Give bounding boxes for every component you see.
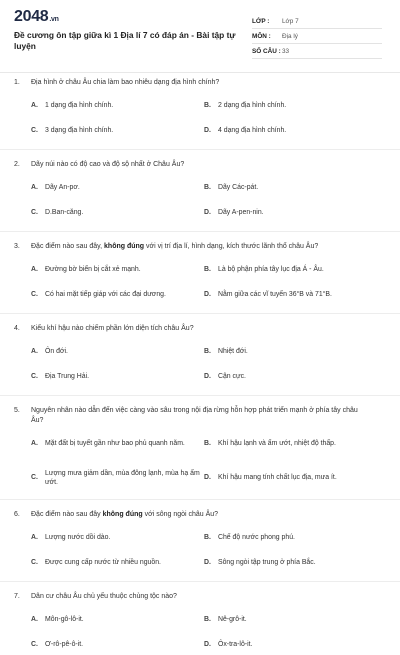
document-title: Đề cương ôn tập giữa kì 1 Địa lí 7 có đáp án - Bài tập tự luyện: [14, 30, 236, 51]
question-number: 4.: [14, 325, 20, 332]
meta-value: Địa lý: [282, 32, 298, 40]
meta-row-class: [252, 14, 382, 29]
answer-option-d[interactable]: [204, 638, 377, 651]
question-5: [0, 406, 400, 499]
question-text: [31, 78, 386, 88]
answer-grid: [31, 531, 386, 569]
option-letter: D.: [204, 208, 211, 216]
answer-option-b[interactable]: [204, 531, 377, 544]
question-separator: [0, 581, 400, 582]
question-4: [0, 324, 400, 395]
question-text-part: Địa hình ở châu Âu chia làm bao nhiêu dạng địa hình chính?: [31, 79, 220, 86]
question-text: [31, 242, 386, 252]
meta-row-count: [252, 44, 382, 59]
question-header: [14, 406, 386, 426]
answer-option-c[interactable]: [31, 370, 204, 383]
option-text: Ôn đới.: [45, 347, 68, 355]
option-letter: A.: [31, 101, 38, 109]
question-number: 6.: [14, 511, 20, 518]
option-text: 4 dạng địa hình chính.: [218, 126, 287, 134]
question-separator: [0, 231, 400, 232]
answer-option-d[interactable]: [204, 370, 377, 383]
question-number: 5.: [14, 407, 20, 414]
option-text: Lượng mưa giảm dần, mùa đông lạnh, mùa hạ ấm ướt.: [45, 469, 200, 486]
question-1: [0, 78, 400, 149]
option-text: Dãy An-pơ.: [45, 183, 80, 191]
option-letter: A.: [31, 533, 38, 541]
logo-text: 2048: [14, 8, 49, 25]
option-letter: D.: [204, 474, 211, 482]
question-separator: [0, 149, 400, 150]
question-2: [0, 160, 400, 231]
question-emphasis: không đúng: [104, 243, 145, 250]
question-6: [0, 510, 400, 581]
question-number: 3.: [14, 243, 20, 250]
question-text-part: Dân cư châu Âu chủ yếu thuộc chủng tộc nào?: [31, 593, 177, 600]
question-number: 7.: [14, 593, 20, 600]
option-letter: B.: [204, 183, 211, 191]
answer-option-c[interactable]: [31, 638, 204, 651]
option-letter: B.: [204, 265, 211, 273]
option-text: Nhiệt đới.: [218, 347, 248, 355]
question-text: [31, 406, 386, 426]
question-number: 2.: [14, 161, 20, 168]
header: [0, 0, 400, 70]
question-text: [31, 592, 386, 602]
answer-option-d[interactable]: [204, 206, 377, 219]
question-7: [0, 592, 400, 655]
question-header: [14, 242, 386, 252]
option-letter: B.: [204, 101, 211, 109]
option-text: Chế độ nước phong phú.: [218, 533, 295, 541]
option-text: 3 dạng địa hình chính.: [45, 126, 114, 134]
answer-option-a[interactable]: [31, 531, 204, 544]
option-text: Dãy Các-pát.: [218, 183, 259, 191]
question-separator: [0, 395, 400, 396]
option-letter: A.: [31, 347, 38, 355]
option-letter: C.: [31, 640, 38, 648]
option-text: Có hai mặt tiếp giáp với các đại dương.: [45, 290, 166, 298]
question-text: [31, 324, 386, 334]
question-text-part: Kiểu khí hậu nào chiếm phần lớn diện tích châu Âu?: [31, 325, 194, 332]
meta-row-subject: [252, 29, 382, 44]
question-number: 1.: [14, 79, 20, 86]
option-letter: C.: [31, 290, 38, 298]
answer-grid: [31, 99, 386, 137]
option-letter: D.: [204, 640, 211, 648]
answer-option-b[interactable]: [204, 613, 377, 626]
question-header: [14, 592, 386, 602]
option-text: Khí hậu lạnh và ẩm ướt, nhiệt độ thấp.: [218, 440, 336, 448]
option-letter: C.: [31, 208, 38, 216]
option-text: Mặt đất bị tuyết gần như bao phủ quanh năm.: [45, 440, 185, 448]
answer-option-c[interactable]: [31, 467, 204, 489]
answer-grid: [31, 345, 386, 383]
question-separator: [0, 499, 400, 500]
question-text: [31, 510, 386, 520]
answer-option-a[interactable]: [31, 613, 204, 626]
document-meta: [252, 14, 382, 59]
option-text: Được cung cấp nước từ nhiều nguồn.: [45, 558, 161, 566]
answer-option-c[interactable]: [31, 206, 204, 219]
option-text: Môn-gô-lô-it.: [45, 615, 84, 623]
option-letter: D.: [204, 126, 211, 134]
answer-option-c[interactable]: [31, 124, 204, 137]
option-text: Địa Trung Hải.: [45, 372, 90, 380]
answer-option-a[interactable]: [31, 345, 204, 358]
option-letter: A.: [31, 265, 38, 273]
answer-option-b[interactable]: [204, 433, 377, 455]
option-text: Khí hậu mang tính chất lục địa, mưa ít.: [218, 474, 337, 482]
option-text: Dãy A-pen-nin.: [218, 208, 264, 216]
meta-label: MÔN :: [252, 32, 271, 40]
option-text: Đường bờ biển bị cắt xẻ mạnh.: [45, 265, 141, 273]
question-header: [14, 160, 386, 170]
option-text: Sông ngòi tập trung ở phía Bắc.: [218, 558, 316, 566]
option-letter: D.: [204, 558, 211, 566]
option-letter: C.: [31, 372, 38, 380]
answer-option-c[interactable]: [31, 288, 204, 301]
option-text: 1 dạng địa hình chính.: [45, 101, 114, 109]
option-letter: D.: [204, 290, 211, 298]
question-text-part: với vị trí địa lí, hình dạng, kích thước lãnh thổ châu Âu?: [144, 243, 319, 250]
option-letter: A.: [31, 440, 38, 448]
answer-option-b[interactable]: [204, 99, 377, 112]
option-letter: C.: [31, 558, 38, 566]
option-letter: C.: [31, 474, 38, 482]
question-header: [14, 78, 386, 88]
option-letter: B.: [204, 347, 211, 355]
answer-option-c[interactable]: [31, 556, 204, 569]
answer-option-b[interactable]: [204, 181, 377, 194]
answer-option-b[interactable]: [204, 345, 377, 358]
option-text: Nằm giữa các vĩ tuyến 36°B và 71°B.: [218, 290, 332, 298]
answer-option-d[interactable]: [204, 467, 377, 489]
option-text: Ôx-tra-lô-it.: [218, 640, 253, 648]
answer-grid: [31, 433, 386, 489]
meta-value: Lớp 7: [282, 17, 299, 25]
question-header: [14, 510, 386, 520]
answer-option-a[interactable]: [31, 181, 204, 194]
option-text: 2 dạng địa hình chính.: [218, 101, 287, 109]
answer-grid: [31, 613, 386, 651]
header-divider: [0, 72, 400, 73]
logo-tld: .vn: [49, 16, 59, 23]
question-header: [14, 324, 386, 334]
option-letter: C.: [31, 126, 38, 134]
question-3: [0, 242, 400, 313]
question-separator: [0, 313, 400, 314]
meta-value: 33: [282, 47, 290, 55]
question-text: [31, 160, 386, 170]
question-text-part: Dãy núi nào có độ cao và độ sộ nhất ở Châu Âu?: [31, 161, 185, 168]
option-text: Nê-grô-it.: [218, 615, 247, 623]
answer-grid: [31, 263, 386, 301]
option-text: Ơ-rô-pê-ô-it.: [45, 640, 84, 648]
question-text-part: Nguyên nhân nào dẫn đến việc càng vào sâu trong nội địa rừng hỗn hợp phát triển mạnh ở phía tây châu Âu?: [31, 407, 358, 424]
answer-option-d[interactable]: [204, 556, 377, 569]
answer-grid: [31, 181, 386, 219]
question-emphasis: không đúng: [102, 511, 143, 518]
option-letter: A.: [31, 183, 38, 191]
option-text: Cận cực.: [218, 372, 246, 380]
option-text: Là bộ phận phía tây lục địa Á - Âu.: [218, 265, 324, 273]
meta-label: LỚP :: [252, 17, 270, 25]
meta-label: SỐ CÂU :: [252, 47, 281, 55]
answer-option-a[interactable]: [31, 99, 204, 112]
answer-option-a[interactable]: [31, 433, 204, 455]
answer-option-b[interactable]: [204, 263, 377, 276]
option-letter: B.: [204, 440, 211, 448]
answer-option-d[interactable]: [204, 124, 377, 137]
question-text-part: Đặc điểm nào sau đây,: [31, 243, 105, 250]
option-letter: B.: [204, 533, 211, 541]
option-letter: B.: [204, 615, 211, 623]
question-text-part: Đặc điểm nào sau đây: [31, 511, 103, 518]
option-text: Lượng nước dồi dào.: [45, 533, 111, 541]
option-text: D.Ban-căng.: [45, 208, 84, 216]
option-letter: D.: [204, 372, 211, 380]
option-letter: A.: [31, 615, 38, 623]
answer-option-a[interactable]: [31, 263, 204, 276]
question-text-part: với sông ngòi châu Âu?: [142, 511, 219, 518]
question-list: [0, 78, 400, 655]
answer-option-d[interactable]: [204, 288, 377, 301]
